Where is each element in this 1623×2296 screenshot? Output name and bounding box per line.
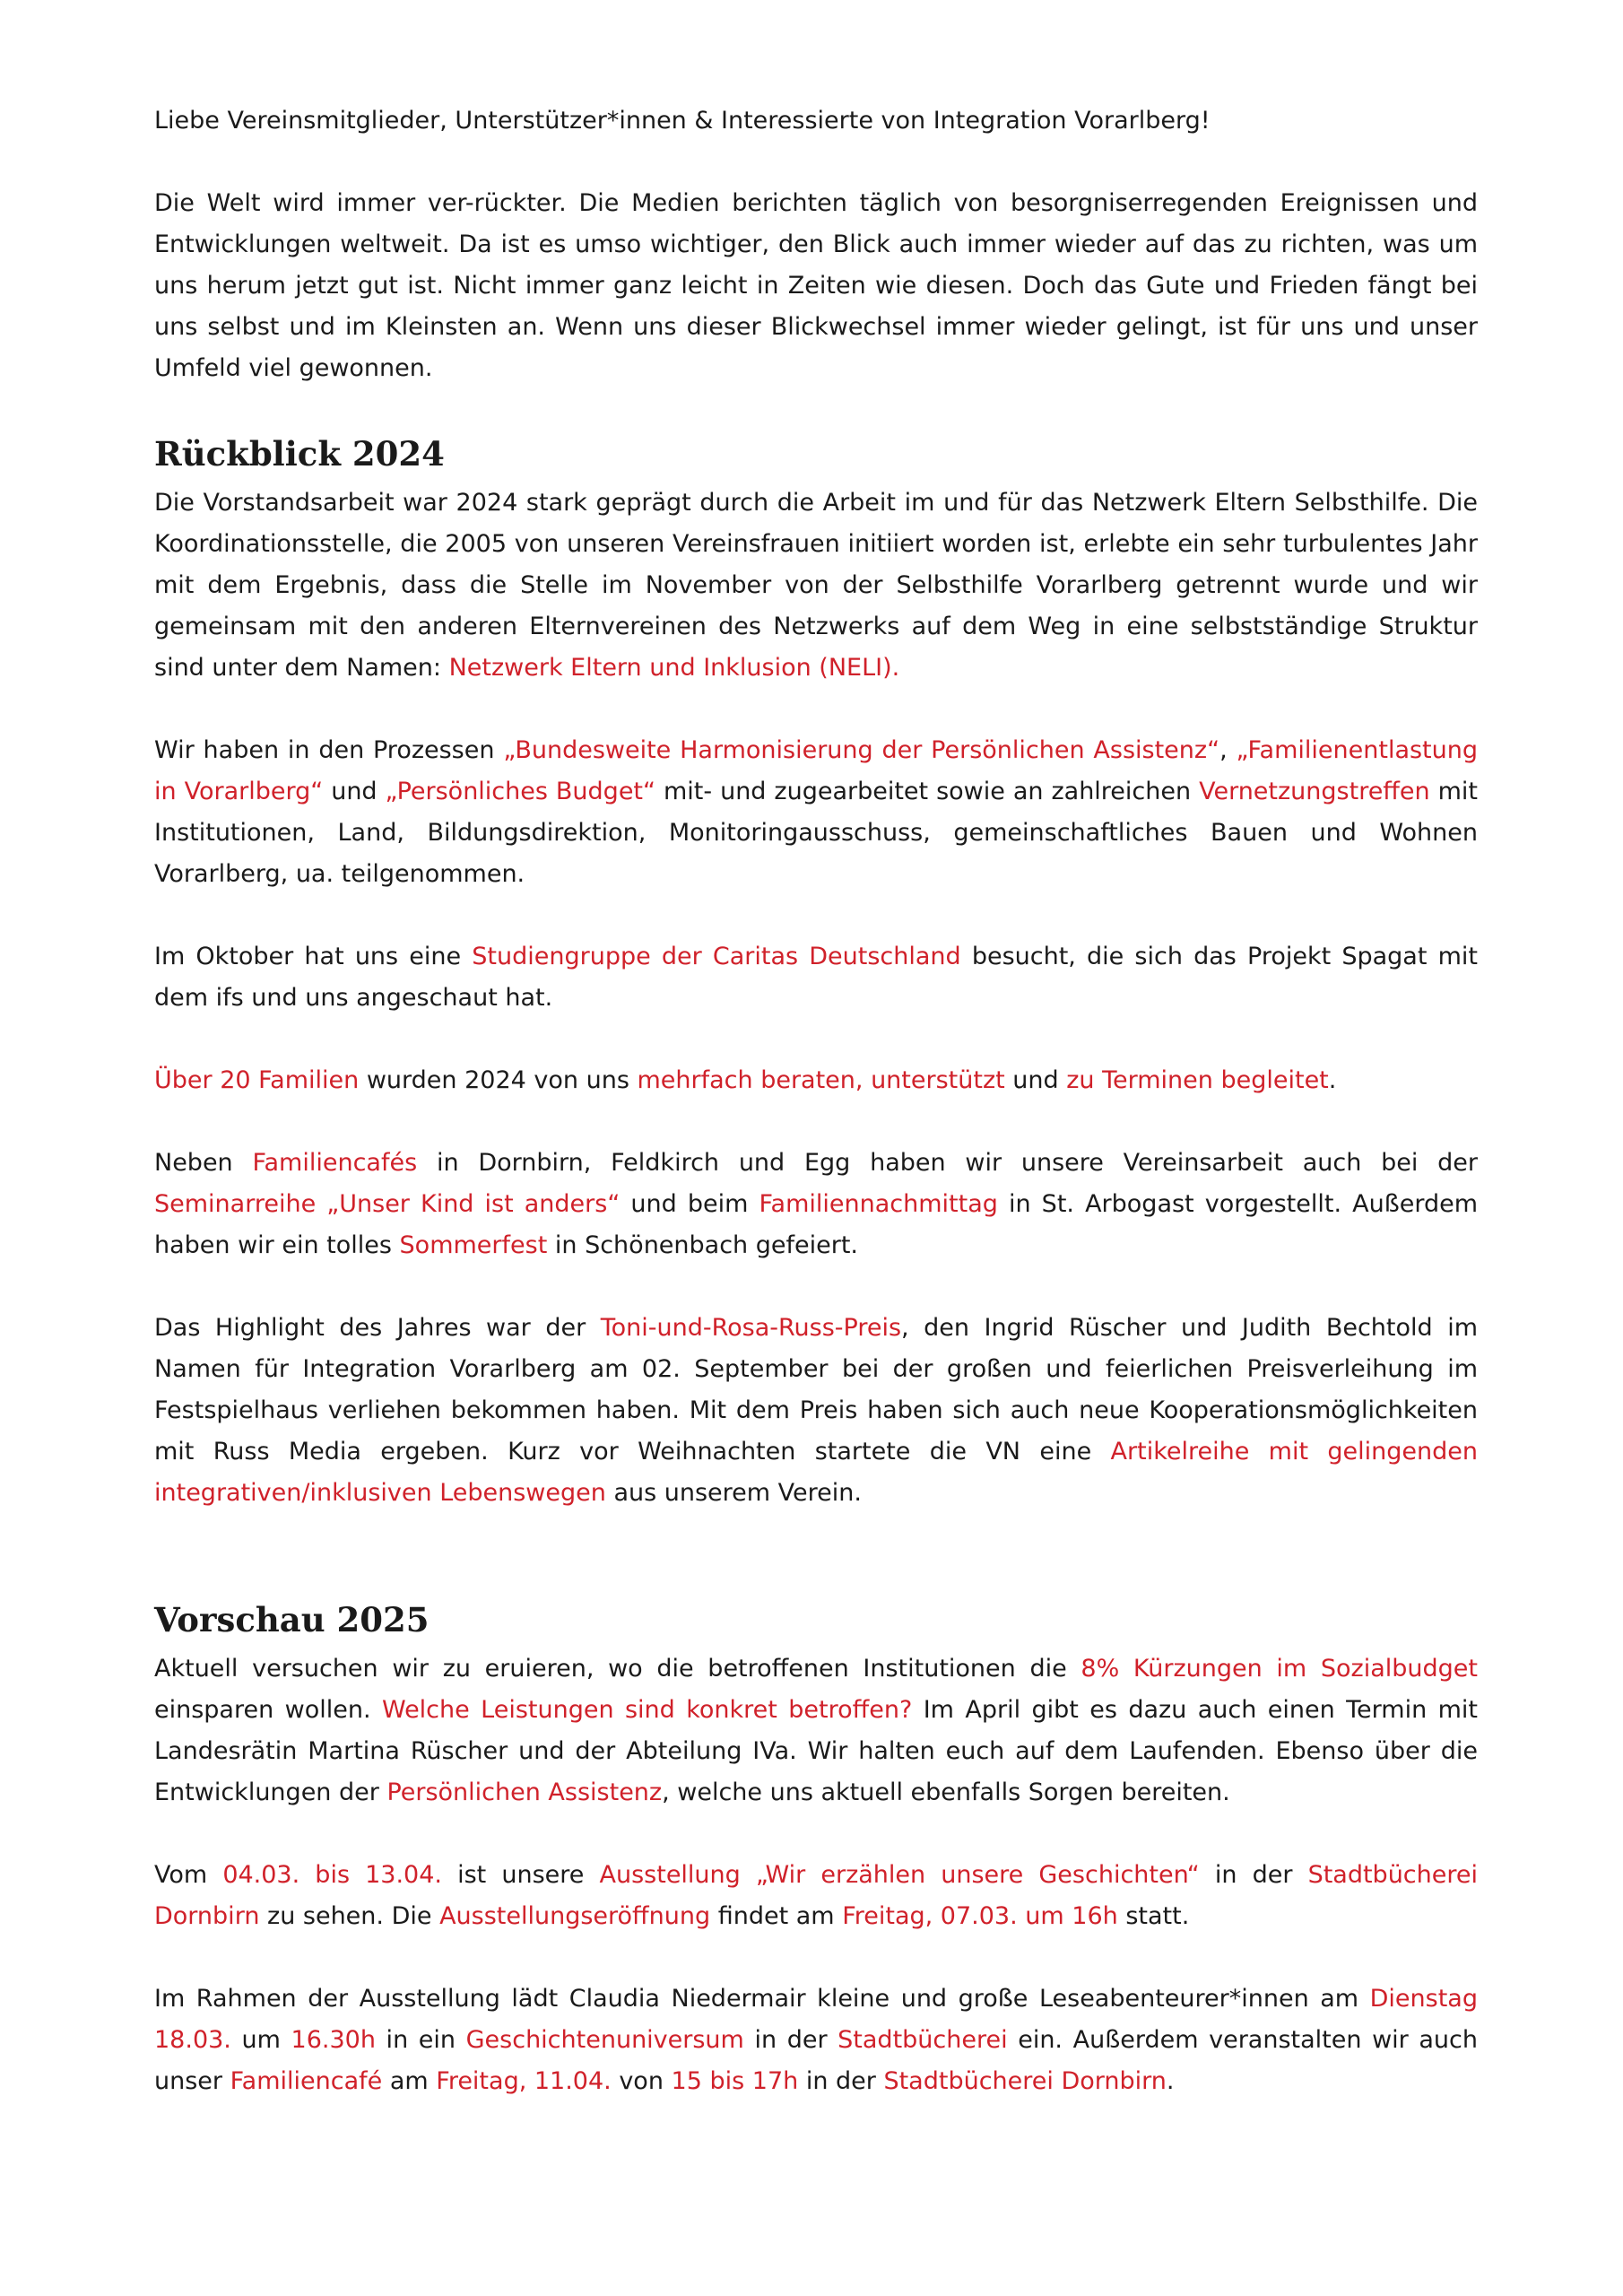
body-text: . <box>1328 1066 1337 1094</box>
body-text: zu sehen. Die <box>259 1902 440 1930</box>
body-text: mit- und zugearbeitet sowie an zahlreichen <box>655 778 1200 805</box>
highlighted-text: Artikelreihe mit gelingenden integrativen/inklusiven Lebenswegen <box>154 1438 1478 1507</box>
highlighted-text: Freitag, 11.04. <box>436 2067 612 2095</box>
body-text: aus unserem Verein. <box>605 1479 862 1507</box>
body-text: besucht, die sich das Projekt Spagat mit dem ifs und uns angeschaut hat. <box>154 943 1478 1012</box>
caritas-paragraph <box>154 936 1478 1019</box>
highlighted-text: Toni-und-Rosa-Russ-Preis <box>600 1314 902 1342</box>
body-text: , welche uns aktuell ebenfalls Sorgen bereiten. <box>662 1779 1230 1806</box>
body-text: in der <box>743 2026 838 2054</box>
highlighted-text: Familiencafé <box>230 2067 383 2095</box>
heading-vorschau <box>154 1596 1478 1643</box>
highlighted-text: Dienstag 18.03. <box>154 1985 1478 2054</box>
body-text: ein. Außerdem veranstalten wir auch unser <box>154 2026 1478 2095</box>
body-text: um <box>230 2026 291 2054</box>
body-text: Im Oktober hat uns eine <box>154 943 473 970</box>
body-text: von <box>611 2067 672 2095</box>
neli-paragraph <box>154 483 1478 689</box>
highlighted-text: 8% Kürzungen im Sozialbudget <box>1081 1655 1479 1683</box>
highlighted-text: Familiennachmittag <box>759 1190 998 1218</box>
highlighted-text: Seminarreihe „Unser Kind ist anders“ <box>154 1190 621 1218</box>
body-text: Im Rahmen der Ausstellung lädt Claudia Niedermair kleine und große Leseabenteurer*innen am <box>154 1985 1370 2013</box>
body-text: Vom <box>154 1861 223 1889</box>
highlighted-text: Freitag, 07.03. um 16h <box>842 1902 1118 1930</box>
highlighted-text: 16.30h <box>291 2026 376 2054</box>
body-text: statt. <box>1117 1902 1190 1930</box>
sozialbudget-paragraph <box>154 1648 1478 1813</box>
body-text: und <box>323 778 386 805</box>
highlight-paragraph <box>154 1308 1478 1514</box>
body-text: in der <box>1199 1861 1308 1889</box>
body-text: in Dornbirn, Feldkirch und Egg haben wir unsere Vereinsarbeit auch bei der <box>417 1149 1478 1177</box>
body-text: , den Ingrid Rüscher und Judith Bechtold im Namen für Integration Vorarlberg am 02. September bei der großen und feierlichen Preisverleihung im Festspielhaus verliehen bekommen haben. Mit dem Preis haben sich auch neue Kooperationsmöglichkeiten mit Russ Media ergeben. Kurz vor Weihnachten startete die VN eine <box>154 1314 1478 1465</box>
body-text: und beim <box>620 1190 759 1218</box>
body-text: Vorschau 2025 <box>154 1600 430 1639</box>
body-text: Die Vorstandsarbeit war 2024 stark geprägt durch die Arbeit im und für das Netzwerk Eltern Selbsthilfe. Die Koordinationsstelle, die 2005 von unseren Vereinsfrauen initiiert worden ist, erlebte ein sehr turbulentes Jahr mit dem Ergebnis, dass die Stelle im November von der Selbsthilfe Vorarlberg getrennt wurde und wir gemeinsam mit den anderen Elternvereinen des Netzwerks auf dem Weg in eine selbstständige Struktur sind unter dem Namen: <box>154 489 1478 682</box>
body-text: am <box>382 2067 437 2095</box>
body-text: Die Welt wird immer ver-rückter. Die Medien berichten täglich von besorgniserregenden Ereignissen und Entwicklungen weltweit. Da ist es umso wichtiger, den Blick auch immer wieder auf das zu richten, was um uns herum jetzt gut ist. Nicht immer ganz leicht in Zeiten wie diesen. Doch das Gute und Frieden fängt bei uns selbst und im Kleinsten an. Wenn uns dieser Blickwechsel immer wieder gelingt, ist für uns und unser Umfeld viel gewonnen. <box>154 189 1478 382</box>
newsletter-page <box>154 100 1478 2102</box>
intro-paragraph <box>154 183 1478 389</box>
highlighted-text: zu Terminen begleitet <box>1066 1066 1329 1094</box>
body-text: Rückblick 2024 <box>154 434 445 474</box>
body-text: Das Highlight des Jahres war der <box>154 1314 601 1342</box>
highlighted-text: 15 bis 17h <box>671 2067 799 2095</box>
heading-rueckblick <box>154 430 1478 477</box>
highlighted-text: Stadtbücherei Dornbirn <box>154 1861 1478 1930</box>
body-text: Im April gibt es dazu auch einen Termin mit Landesrätin Martina Rüscher und der Abteilung IVa. Wir halten euch auf dem Laufenden. Ebenso über die Entwicklungen der <box>154 1696 1478 1806</box>
ausstellung-paragraph <box>154 1855 1478 1937</box>
highlighted-text: Welche Leistungen sind konkret betroffen? <box>381 1696 913 1724</box>
highlighted-text: Sommerfest <box>399 1231 548 1259</box>
highlighted-text: Ausstellung „Wir erzählen unsere Geschichten“ <box>599 1861 1200 1889</box>
body-text: Liebe Vereinsmitglieder, Unterstützer*innen & Interessierte von Integration Vorarlberg! <box>154 107 1211 135</box>
processes-paragraph <box>154 730 1478 895</box>
body-text: einsparen wollen. <box>154 1696 382 1724</box>
highlighted-text: Stadtbücherei <box>838 2026 1008 2054</box>
greeting-paragraph <box>154 100 1478 142</box>
body-text: in ein <box>375 2026 466 2054</box>
highlighted-text: „Persönliches Budget“ <box>385 778 656 805</box>
highlighted-text: Netzwerk Eltern und Inklusion (NELI). <box>448 654 900 682</box>
highlighted-text: Stadtbücherei Dornbirn <box>883 2067 1167 2095</box>
body-text: wurden 2024 von uns <box>359 1066 638 1094</box>
body-text: . <box>1166 2067 1175 2095</box>
highlighted-text: Familiencafés <box>252 1149 418 1177</box>
body-text: in Schönenbach gefeiert. <box>547 1231 858 1259</box>
highlighted-text: „Familienentlastung in Vorarlberg“ <box>154 736 1479 805</box>
body-text: ist unsere <box>442 1861 600 1889</box>
highlighted-text: Vernetzungstreffen <box>1199 778 1430 805</box>
body-text: Neben <box>154 1149 253 1177</box>
families-paragraph <box>154 1060 1478 1101</box>
highlighted-text: Geschichtenuniversum <box>465 2026 744 2054</box>
body-text: findet am <box>710 1902 843 1930</box>
highlighted-text: Ausstellungseröffnung <box>439 1902 711 1930</box>
highlighted-text: Studiengruppe der Caritas Deutschland <box>472 943 961 970</box>
body-text: Wir haben in den Prozessen <box>154 736 504 764</box>
highlighted-text: mehrfach beraten, unterstützt <box>637 1066 1005 1094</box>
body-text: in der <box>798 2067 884 2095</box>
body-text: mit Institutionen, Land, Bildungsdirektion, Monitoringausschuss, gemeinschaftliches Bauen und Wohnen Vorarlberg, ua. teilgenommen. <box>154 778 1478 888</box>
stadtbuecherei-paragraph <box>154 1979 1478 2102</box>
familiencafe-paragraph <box>154 1143 1478 1266</box>
body-text: Aktuell versuchen wir zu eruieren, wo die betroffenen Institutionen die <box>154 1655 1081 1683</box>
highlighted-text: „Bundesweite Harmonisierung der Persönlichen Assistenz“ <box>503 736 1220 764</box>
body-text: und <box>1004 1066 1067 1094</box>
highlighted-text: Persönlichen Assistenz <box>386 1779 663 1806</box>
body-text: in St. Arbogast vorgestellt. Außerdem haben wir ein tolles <box>154 1190 1478 1259</box>
highlighted-text: Über 20 Familien <box>154 1066 360 1094</box>
highlighted-text: 04.03. bis 13.04. <box>222 1861 442 1889</box>
body-text: , <box>1219 736 1237 764</box>
